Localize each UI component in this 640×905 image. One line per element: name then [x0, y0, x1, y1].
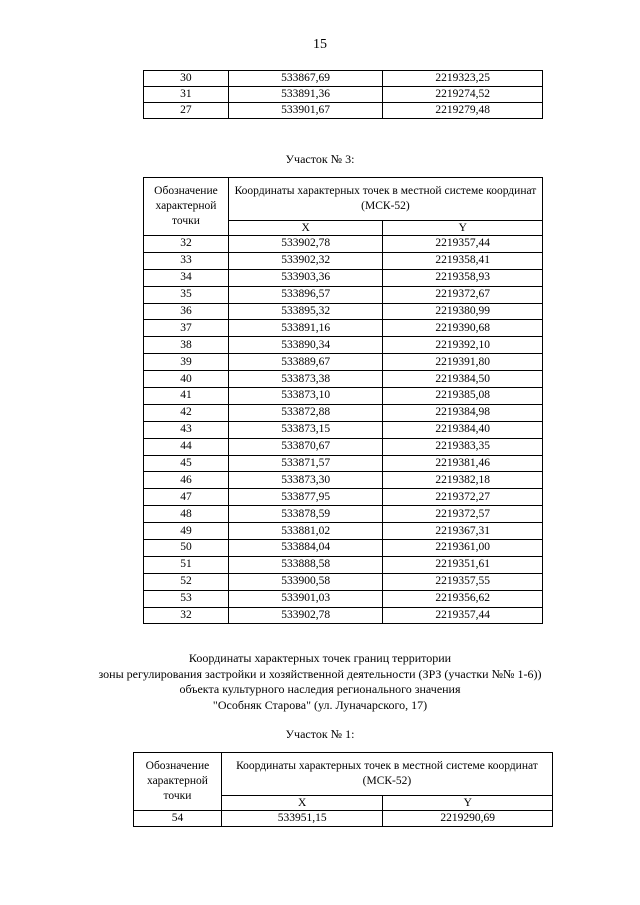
y-coordinate-cell: 2219372,27 — [383, 489, 543, 506]
zone-heading-line: объекта культурного наследия регионального значения — [179, 682, 461, 696]
header-x: X — [228, 221, 383, 236]
point-number-cell: 27 — [144, 103, 229, 119]
y-coordinate-cell: 2219380,99 — [383, 303, 543, 320]
point-number-cell: 32 — [144, 607, 229, 624]
y-coordinate-cell: 2219290,69 — [383, 811, 553, 827]
point-number-cell: 54 — [134, 811, 222, 827]
x-coordinate-cell: 533902,78 — [228, 607, 383, 624]
point-number-cell: 50 — [144, 540, 229, 557]
x-coordinate-cell: 533903,36 — [228, 269, 383, 286]
x-coordinate-cell: 533891,36 — [228, 87, 383, 103]
table-row — [144, 371, 543, 388]
y-coordinate-cell: 2219351,61 — [383, 556, 543, 573]
y-coordinate-cell: 2219357,44 — [383, 236, 543, 253]
table-row — [144, 556, 543, 573]
x-coordinate-cell: 533901,67 — [228, 103, 383, 119]
x-coordinate-cell: 533872,88 — [228, 404, 383, 421]
point-number-cell: 36 — [144, 303, 229, 320]
point-number-cell: 44 — [144, 438, 229, 455]
table-row — [144, 71, 543, 87]
point-number-cell: 43 — [144, 421, 229, 438]
point-number-cell: 47 — [144, 489, 229, 506]
y-coordinate-cell: 2219361,00 — [383, 540, 543, 557]
y-coordinate-cell: 2219384,50 — [383, 371, 543, 388]
header-coordinates: Координаты характерных точек в местной системе координат (МСК-52) — [221, 753, 552, 796]
table3-body — [134, 811, 553, 827]
table-row — [144, 421, 543, 438]
point-number-cell: 37 — [144, 320, 229, 337]
table-row — [144, 303, 543, 320]
table1-body — [144, 71, 543, 119]
table2-body — [144, 236, 543, 624]
header-point-designation: Обозначение характерной точки — [134, 753, 222, 811]
x-coordinate-cell: 533888,58 — [228, 556, 383, 573]
x-coordinate-cell: 533881,02 — [228, 523, 383, 540]
point-number-cell: 30 — [144, 71, 229, 87]
x-coordinate-cell: 533867,69 — [228, 71, 383, 87]
table-row — [144, 236, 543, 253]
x-coordinate-cell: 533902,78 — [228, 236, 383, 253]
header-y: Y — [383, 221, 543, 236]
table-row — [144, 523, 543, 540]
y-coordinate-cell: 2219392,10 — [383, 337, 543, 354]
table-row — [144, 404, 543, 421]
point-number-cell: 53 — [144, 590, 229, 607]
table-row — [144, 540, 543, 557]
coordinates-table-plot-1 — [133, 752, 553, 827]
y-coordinate-cell: 2219384,40 — [383, 421, 543, 438]
table-row — [144, 354, 543, 371]
y-coordinate-cell: 2219357,44 — [383, 607, 543, 624]
table-row — [144, 607, 543, 624]
point-number-cell: 45 — [144, 455, 229, 472]
header-x: X — [221, 796, 383, 811]
point-number-cell: 34 — [144, 269, 229, 286]
y-coordinate-cell: 2219372,57 — [383, 506, 543, 523]
table-row — [144, 455, 543, 472]
x-coordinate-cell: 533873,15 — [228, 421, 383, 438]
section-title-plot-1: Участок № 1: — [285, 727, 355, 741]
point-number-cell: 32 — [144, 236, 229, 253]
x-coordinate-cell: 533873,30 — [228, 472, 383, 489]
zone-heading — [0, 651, 640, 713]
table-row — [144, 103, 543, 119]
header-point-designation: Обозначение характерной точки — [144, 178, 229, 236]
x-coordinate-cell: 533877,95 — [228, 489, 383, 506]
table-row — [144, 590, 543, 607]
y-coordinate-cell: 2219323,25 — [383, 71, 543, 87]
x-coordinate-cell: 533889,67 — [228, 354, 383, 371]
x-coordinate-cell: 533871,57 — [228, 455, 383, 472]
x-coordinate-cell: 533890,34 — [228, 337, 383, 354]
x-coordinate-cell: 533902,32 — [228, 252, 383, 269]
table-row — [144, 286, 543, 303]
zone-heading-line: Координаты характерных точек границ территории — [188, 651, 452, 665]
y-coordinate-cell: 2219391,80 — [383, 354, 543, 371]
x-coordinate-cell: 533896,57 — [228, 286, 383, 303]
section-title-plot-3: Участок № 3: — [285, 152, 355, 166]
header-y: Y — [383, 796, 553, 811]
table-row — [144, 489, 543, 506]
point-number-cell: 38 — [144, 337, 229, 354]
x-coordinate-cell: 533873,10 — [228, 388, 383, 405]
x-coordinate-cell: 533884,04 — [228, 540, 383, 557]
y-coordinate-cell: 2219383,35 — [383, 438, 543, 455]
point-number-cell: 51 — [144, 556, 229, 573]
y-coordinate-cell: 2219382,18 — [383, 472, 543, 489]
table-row — [144, 337, 543, 354]
point-number-cell: 48 — [144, 506, 229, 523]
coordinates-table-continued — [143, 70, 543, 119]
zone-heading-line: зоны регулирования застройки и хозяйственной деятельности (ЗРЗ (участки №№ 1-6)) — [98, 666, 542, 681]
table-row — [144, 573, 543, 590]
y-coordinate-cell: 2219358,93 — [383, 269, 543, 286]
point-number-cell: 41 — [144, 388, 229, 405]
coordinates-table-plot-3 — [143, 177, 543, 624]
x-coordinate-cell: 533951,15 — [221, 811, 383, 827]
y-coordinate-cell: 2219279,48 — [383, 103, 543, 119]
y-coordinate-cell: 2219385,08 — [383, 388, 543, 405]
table-row — [144, 472, 543, 489]
point-number-cell: 46 — [144, 472, 229, 489]
page-number: 15 — [313, 37, 327, 52]
x-coordinate-cell: 533878,59 — [228, 506, 383, 523]
table-row — [144, 252, 543, 269]
x-coordinate-cell: 533901,03 — [228, 590, 383, 607]
point-number-cell: 42 — [144, 404, 229, 421]
y-coordinate-cell: 2219390,68 — [383, 320, 543, 337]
y-coordinate-cell: 2219381,46 — [383, 455, 543, 472]
x-coordinate-cell: 533900,58 — [228, 573, 383, 590]
x-coordinate-cell: 533870,67 — [228, 438, 383, 455]
x-coordinate-cell: 533873,38 — [228, 371, 383, 388]
point-number-cell: 40 — [144, 371, 229, 388]
point-number-cell: 49 — [144, 523, 229, 540]
header-coordinates: Координаты характерных точек в местной системе координат (МСК-52) — [228, 178, 542, 221]
zone-heading-line: "Особняк Старова" (ул. Луначарского, 17) — [212, 697, 428, 712]
table-row — [144, 320, 543, 337]
table-row — [144, 438, 543, 455]
x-coordinate-cell: 533891,16 — [228, 320, 383, 337]
table-row — [144, 388, 543, 405]
table-row — [134, 811, 553, 827]
y-coordinate-cell: 2219356,62 — [383, 590, 543, 607]
y-coordinate-cell: 2219384,98 — [383, 404, 543, 421]
y-coordinate-cell: 2219367,31 — [383, 523, 543, 540]
point-number-cell: 33 — [144, 252, 229, 269]
table-row — [144, 506, 543, 523]
y-coordinate-cell: 2219372,67 — [383, 286, 543, 303]
x-coordinate-cell: 533895,32 — [228, 303, 383, 320]
point-number-cell: 31 — [144, 87, 229, 103]
y-coordinate-cell: 2219357,55 — [383, 573, 543, 590]
table-row — [144, 269, 543, 286]
y-coordinate-cell: 2219358,41 — [383, 252, 543, 269]
point-number-cell: 35 — [144, 286, 229, 303]
table-row — [144, 87, 543, 103]
y-coordinate-cell: 2219274,52 — [383, 87, 543, 103]
point-number-cell: 52 — [144, 573, 229, 590]
point-number-cell: 39 — [144, 354, 229, 371]
